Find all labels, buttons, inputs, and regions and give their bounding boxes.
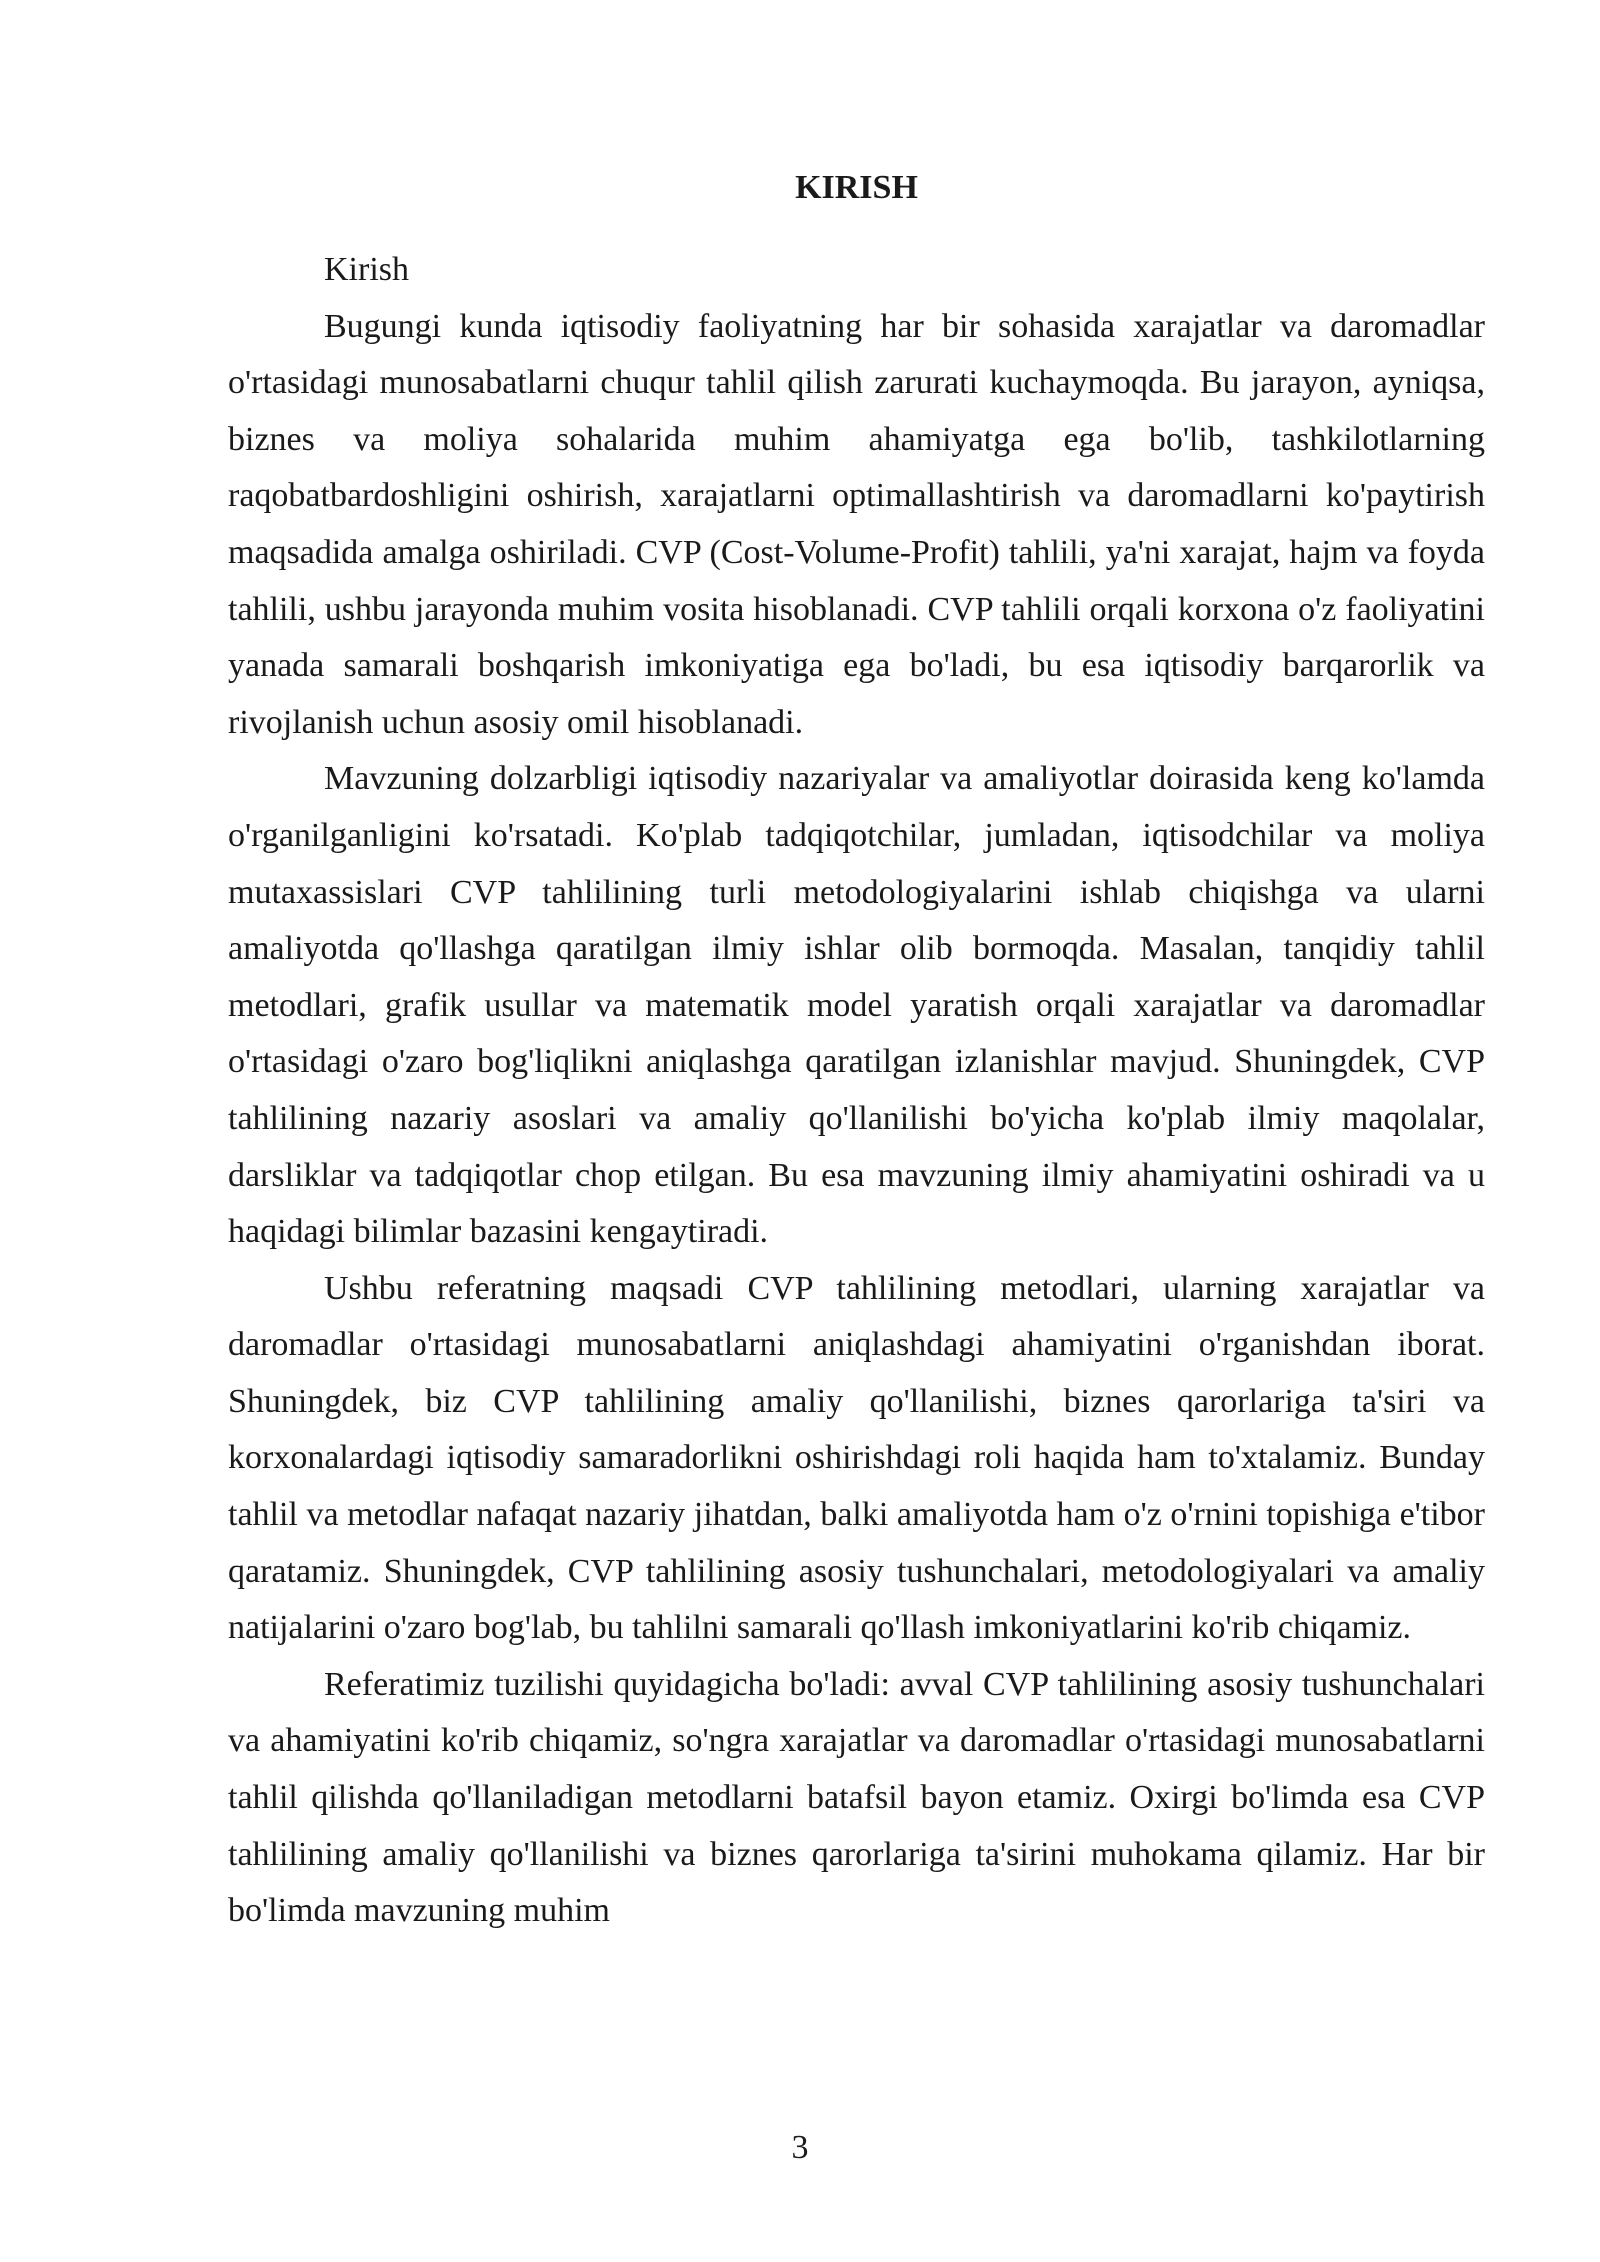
paragraph-introduction: Bugungi kunda iqtisodiy faoliyatning har bir sohasida xarajatlar va daromadlar o'rtasidagi munosabatlarni chuqur tahlil qilish zarurati kuchaymoqda. Bu jarayon, ayniqsa, biznes va moliya sohalarida muhim ahamiyatga ega bo'lib, tashkilotlarning raqobatbardoshligini oshirish, xarajatlarni optimallashtirish va daromadlarni ko'paytirish maqsadida amalga oshiriladi. CVP (Cost-Volume-Profit) tahlili, ya'ni xarajat, hajm va foyda tahlili, ushbu jarayonda muhim vosita hisoblanadi. CVP tahlili orqali korxona o'z faoliyatini yanada samarali boshqarish imkoniyatiga ega bo'ladi, bu esa iqtisodiy barqarorlik va rivojlanish uchun asosiy omil hisoblanadi. bbox=[228, 307, 1485, 741]
paragraph-subheading: Kirish bbox=[324, 251, 409, 288]
page-title: KIRISH bbox=[795, 169, 918, 206]
paragraph-relevance: Mavzuning dolzarbligi iqtisodiy nazariyalar va amaliyotlar doirasida keng ko'lamda o'rganilganligini ko'rsatadi. Ko'plab tadqiqotchilar, jumladan, iqtisodchilar va moliya mutaxassislari CVP tahlilining turli metodologiyalarini ishlab chiqishga va ularni amaliyotda qo'llashga qaratilgan ilmiy ishlar olib bormoqda. Masalan, tanqidiy tahlil metodlari, grafik usullar va matematik model yaratish orqali xarajatlar va daromadlar o'rtasidagi o'zaro bog'liqlikni aniqlashga qaratilgan izlanishlar mavjud. Shuningdek, CVP tahlilining nazariy asoslari va amaliy qo'llanilishi bo'yicha ko'plab ilmiy maqolalar, darsliklar va tadqiqotlar chop etilgan. Bu esa mavzuning ilmiy ahamiyatini oshiradi va u haqidagi bilimlar bazasini kengaytiradi. bbox=[228, 760, 1485, 1251]
page-content bbox=[228, 160, 1485, 1940]
page-number: 3 bbox=[791, 2129, 809, 2166]
paragraph-structure: Referatimiz tuzilishi quyidagicha bo'ladi: avval CVP tahlilining asosiy tushunchalari va ahamiyatini ko'rib chiqamiz, so'ngra xarajatlar va daromadlar o'rtasidagi munosabatlarni tahlil qilishda qo'llaniladigan metodlarni batafsil bayon etamiz. Oxirgi bo'limda esa CVP tahlilining amaliy qo'llanilishi va biznes qarorlariga ta'sirini muhokama qilamiz. Har bir bo'limda mavzuning muhim bbox=[228, 1665, 1485, 1930]
paragraph-goal: Ushbu referatning maqsadi CVP tahlilining metodlari, ularning xarajatlar va daromadlar o'rtasidagi munosabatlarni aniqlashdagi ahamiyatini o'rganishdan iborat. Shuningdek, biz CVP tahlilining amaliy qo'llanilishi, biznes qarorlariga ta'siri va korxonalardagi iqtisodiy samaradorlikni oshirishdagi roli haqida ham to'xtalamiz. Bunday tahlil va metodlar nafaqat nazariy jihatdan, balki amaliyotda ham o'z o'rnini topishiga e'tibor qaratamiz. Shuningdek, CVP tahlilining asosiy tushunchalari, metodologiyalari va amaliy natijalarini o'zaro bog'lab, bu tahlilni samarali qo'llash imkoniyatlarini ko'rib chiqamiz. bbox=[228, 1269, 1485, 1647]
